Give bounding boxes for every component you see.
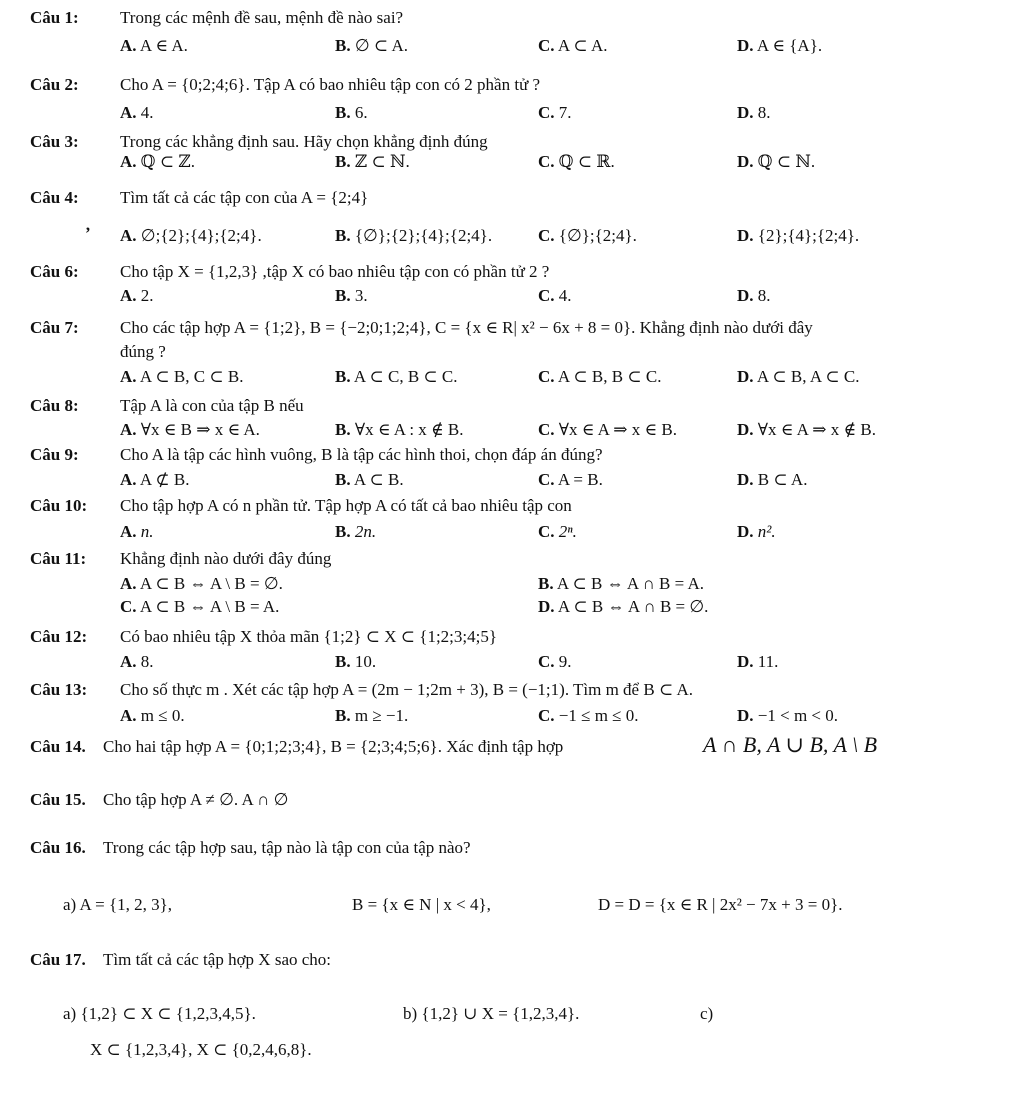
q6-option-a: A. 2. <box>120 286 154 305</box>
q3-option-c: C. ℚ ⊂ ℝ. <box>538 152 615 171</box>
q17-number: Câu 17. <box>30 950 86 969</box>
q12-option-b: B. 10. <box>335 652 377 671</box>
q16-set-a: a) A = {1, 2, 3}, <box>63 895 173 914</box>
q7-option-d: D. A ⊂ B, A ⊂ C. <box>737 367 860 386</box>
q1-option-c: C. A ⊂ A. <box>538 36 608 55</box>
q17-part-c-cont: X ⊂ {1,2,3,4}, X ⊂ {0,2,4,6,8}. <box>90 1040 312 1059</box>
q6-option-d: D. 8. <box>737 286 771 305</box>
q4-option-a: A. ∅;{2};{4};{2;4}. <box>120 226 262 245</box>
q1-text: Trong các mệnh đề sau, mệnh đề nào sai? <box>120 8 404 27</box>
q11-option-b: B. A ⊂ B ⇔ A ∩ B = A. <box>538 574 705 593</box>
q12-option-c: C. 9. <box>538 652 572 671</box>
q7-text: Cho các tập hợp A = {1;2}, B = {−2;0;1;2;4}, C = {x ∈ R| x² − 6x + 8 = 0}. Khẳng định nào dưới đây <box>120 318 813 337</box>
q7-number: Câu 7: <box>30 318 79 337</box>
q3-option-a: A. ℚ ⊂ ℤ. <box>120 152 195 171</box>
q3-number: Câu 3: <box>30 132 79 151</box>
q11-option-d: D. A ⊂ B ⇔ A ∩ B = ∅. <box>538 597 709 616</box>
q4-option-b: B. {∅};{2};{4};{2;4}. <box>335 226 493 245</box>
q14-number: Câu 14. <box>30 737 86 756</box>
q2-text: Cho A = {0;2;4;6}. Tập A có bao nhiêu tập con có 2 phần tử ? <box>120 75 541 94</box>
q2-option-c: C. 7. <box>538 103 572 122</box>
q1-option-d: D. A ∈ {A}. <box>737 36 823 55</box>
q16-set-b: B = {x ∈ N | x < 4}, <box>352 895 491 914</box>
q13-option-d: D. −1 < m < 0. <box>737 706 839 725</box>
q10-option-c: C. 2ⁿ. <box>538 522 577 541</box>
q7-option-a: A. A ⊂ B, C ⊂ B. <box>120 367 244 386</box>
q11-option-a: A. A ⊂ B ⇔ A \ B = ∅. <box>120 574 283 593</box>
pen-mark: ʼ <box>85 224 91 243</box>
q9-option-b: B. A ⊂ B. <box>335 470 404 489</box>
q1-number: Câu 1: <box>30 8 79 27</box>
q1-option-b: B. ∅ ⊂ A. <box>335 36 408 55</box>
q10-option-b: B. 2n. <box>335 522 377 541</box>
q12-number: Câu 12: <box>30 627 88 646</box>
q16-set-d: D = D = {x ∈ R | 2x² − 7x + 3 = 0}. <box>598 895 843 914</box>
q3-option-d: D. ℚ ⊂ ℕ. <box>737 152 816 171</box>
q3-option-b: B. ℤ ⊂ ℕ. <box>335 152 410 171</box>
q9-number: Câu 9: <box>30 445 79 464</box>
q16-number: Câu 16. <box>30 838 86 857</box>
q8-number: Câu 8: <box>30 396 79 415</box>
q11-option-c: C. A ⊂ B ⇔ A \ B = A. <box>120 597 280 616</box>
q14-text: Cho hai tập hợp A = {0;1;2;3;4}, B = {2;3;4;5;6}. Xác định tập hợp <box>103 737 564 756</box>
q10-number: Câu 10: <box>30 496 88 515</box>
q7-text-cont: đúng ? <box>120 342 166 361</box>
q6-option-c: C. 4. <box>538 286 572 305</box>
q9-option-a: A. A ⊄ B. <box>120 470 190 489</box>
q2-option-a: A. 4. <box>120 103 154 122</box>
q13-option-b: B. m ≥ −1. <box>335 706 409 725</box>
q12-option-a: A. 8. <box>120 652 154 671</box>
q17-part-a: a) {1,2} ⊂ X ⊂ {1,2,3,4,5}. <box>63 1004 256 1023</box>
q11-number: Câu 11: <box>30 549 87 568</box>
q7-option-b: B. A ⊂ C, B ⊂ C. <box>335 367 458 386</box>
q16-text: Trong các tập hợp sau, tập nào là tập con của tập nào? <box>103 838 471 857</box>
q7-option-c: C. A ⊂ B, B ⊂ C. <box>538 367 662 386</box>
q9-option-d: D. B ⊂ A. <box>737 470 808 489</box>
q8-option-a: A. ∀x ∈ B ⇒ x ∈ A. <box>120 420 260 439</box>
q9-option-c: C. A = B. <box>538 470 603 489</box>
q17-part-b: b) {1,2} ∪ X = {1,2,3,4}. <box>403 1004 580 1023</box>
q17-text: Tìm tất cả các tập hợp X sao cho: <box>103 950 332 969</box>
q15-number: Câu 15. <box>30 790 86 809</box>
q15-text: Cho tập hợp A ≠ ∅. A ∩ ∅ <box>103 790 289 809</box>
q8-option-d: D. ∀x ∈ A ⇒ x ∉ B. <box>737 420 876 439</box>
q4-number: Câu 4: <box>30 188 79 207</box>
q8-option-b: B. ∀x ∈ A : x ∉ B. <box>335 420 464 439</box>
q4-text: Tìm tất cả các tập con của A = {2;4} <box>120 188 369 207</box>
q10-text: Cho tập hợp A có n phần tử. Tập hợp A có tất cả bao nhiêu tập con <box>120 496 572 515</box>
q14-sets: A ∩ B, A ∪ B, A \ B <box>703 732 878 757</box>
q6-text: Cho tập X = {1,2,3} ,tập X có bao nhiêu tập con có phần tử 2 ? <box>120 262 550 281</box>
q3-text: Trong các khẳng định sau. Hãy chọn khẳng định đúng <box>120 132 488 151</box>
q6-number: Câu 6: <box>30 262 79 281</box>
q13-number: Câu 13: <box>30 680 88 699</box>
q4-option-d: D. {2};{4};{2;4}. <box>737 226 860 245</box>
q10-option-d: D. n². <box>737 522 776 541</box>
q17-part-c: c) <box>700 1004 714 1023</box>
q11-text: Khẳng định nào dưới đây đúng <box>120 549 332 568</box>
q2-option-b: B. 6. <box>335 103 368 122</box>
q13-option-a: A. m ≤ 0. <box>120 706 185 725</box>
q8-option-c: C. ∀x ∈ A ⇒ x ∈ B. <box>538 420 677 439</box>
q9-text: Cho A là tập các hình vuông, B là tập các hình thoi, chọn đáp án đúng? <box>120 445 603 464</box>
q1-option-a: A. A ∈ A. <box>120 36 188 55</box>
q6-option-b: B. 3. <box>335 286 368 305</box>
q2-option-d: D. 8. <box>737 103 771 122</box>
q12-option-d: D. 11. <box>737 652 779 671</box>
q10-option-a: A. n. <box>120 522 154 541</box>
q13-option-c: C. −1 ≤ m ≤ 0. <box>538 706 639 725</box>
q4-option-c: C. {∅};{2;4}. <box>538 226 637 245</box>
q13-text: Cho số thực m . Xét các tập hợp A = (2m − 1;2m + 3), B = (−1;1). Tìm m để B ⊂ A. <box>120 680 694 699</box>
q8-text: Tập A là con của tập B nếu <box>120 396 304 415</box>
q12-text: Có bao nhiêu tập X thỏa mãn {1;2} ⊂ X ⊂ {1;2;3;4;5} <box>120 627 498 646</box>
q2-number: Câu 2: <box>30 75 79 94</box>
